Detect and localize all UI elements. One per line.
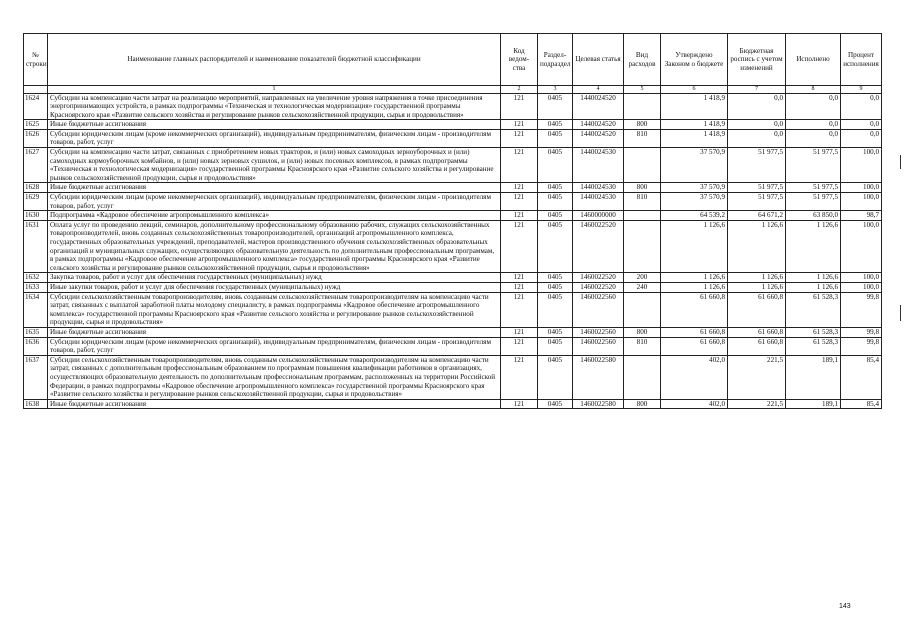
row-rospis-cell: 221,5: [728, 355, 786, 399]
row-percent-cell: 85,4: [841, 355, 882, 399]
row-done-cell: 1 126,6: [786, 220, 841, 273]
row-statya-cell: 1440024530: [573, 148, 624, 183]
row-percent-cell: 85,4: [841, 399, 882, 409]
row-done-cell: 61 528,3: [786, 292, 841, 327]
header-vid: Вид расходов: [624, 34, 661, 86]
table-row: [24, 183, 882, 193]
row-vedomstvo-cell: 121: [501, 273, 538, 283]
row-vedomstvo-cell: 121: [501, 120, 538, 130]
row-percent-cell: 100,0: [841, 148, 882, 183]
row-vid-cell: 800: [624, 327, 661, 337]
row-razdel-cell: 0405: [538, 129, 573, 147]
row-razdel-cell: 0405: [538, 327, 573, 337]
table-row: [24, 148, 882, 183]
row-done-cell: 1 126,6: [786, 273, 841, 283]
column-number: 4: [573, 86, 624, 94]
row-vid-cell: 200: [624, 273, 661, 283]
table-row: [24, 193, 882, 211]
row-approved-cell: 61 660,8: [661, 327, 728, 337]
row-vid-cell: [624, 220, 661, 273]
row-rospis-cell: 51 977,5: [728, 193, 786, 211]
row-done-cell: 51 977,5: [786, 183, 841, 193]
row-approved-cell: 61 660,8: [661, 337, 728, 355]
row-number-cell: 1626: [24, 129, 48, 147]
table-row: [24, 129, 882, 147]
row-rospis-cell: 64 671,2: [728, 211, 786, 221]
table-row: [24, 337, 882, 355]
row-name-cell: Подпрограмма «Кадровое обеспечение агропромышленного комплекса»: [48, 211, 501, 221]
row-statya-cell: 1460022560: [573, 337, 624, 355]
row-approved-cell: 1 418,9: [661, 93, 728, 120]
row-approved-cell: 64 539,2: [661, 211, 728, 221]
row-rospis-cell: 61 660,8: [728, 327, 786, 337]
column-number-row: [24, 86, 882, 94]
row-done-cell: 51 977,5: [786, 148, 841, 183]
row-number-cell: 1632: [24, 273, 48, 283]
header-done: Исполнено: [786, 34, 841, 86]
row-approved-cell: 402,0: [661, 355, 728, 399]
row-number-cell: 1625: [24, 120, 48, 130]
row-percent-cell: 100,0: [841, 193, 882, 211]
row-razdel-cell: 0405: [538, 148, 573, 183]
table-row: [24, 292, 882, 327]
column-number: 2: [501, 86, 538, 94]
row-rospis-cell: 221,5: [728, 399, 786, 409]
row-vedomstvo-cell: 121: [501, 292, 538, 327]
row-number-cell: 1638: [24, 399, 48, 409]
row-vid-cell: [624, 292, 661, 327]
row-name-cell: Иные бюджетные ассигнования: [48, 120, 501, 130]
page-number: 143: [839, 603, 851, 610]
row-vedomstvo-cell: 121: [501, 193, 538, 211]
row-vedomstvo-cell: 121: [501, 129, 538, 147]
table-row: [24, 93, 882, 120]
row-number-cell: 1634: [24, 292, 48, 327]
row-done-cell: 1 126,6: [786, 282, 841, 292]
row-statya-cell: 1460022520: [573, 220, 624, 273]
row-rospis-cell: 0,0: [728, 93, 786, 120]
table-row: [24, 273, 882, 283]
row-name-cell: Субсидии сельскохозяйственным товаропроизводителям, вновь созданным сельскохозяйственным товаропроизводителям на компенсацию части затрат, связанных с дополнительным профессиональным образованием по программам повышения квалификации работников в организациях, осуществляющих образовательную деятельность по дополнительным профессиональным программам, расположенных на территории Российской Федерации, в рамках подпрограммы «Кадровое обеспечение агропромышленного комплекса» государственной программы Красноярского края «Развитие сельского хозяйства и регулирование рынков сельскохозяйственной продукции, сырья и продовольствия»: [48, 355, 501, 399]
row-done-cell: 51 977,5: [786, 193, 841, 211]
row-percent-cell: 100,0: [841, 220, 882, 273]
row-done-cell: 0,0: [786, 93, 841, 120]
row-razdel-cell: 0405: [538, 282, 573, 292]
row-percent-cell: 99,8: [841, 292, 882, 327]
row-vedomstvo-cell: 121: [501, 220, 538, 273]
row-rospis-cell: 1 126,6: [728, 282, 786, 292]
row-statya-cell: 1440024520: [573, 129, 624, 147]
row-name-cell: Иные бюджетные ассигнования: [48, 399, 501, 409]
row-approved-cell: 1 418,9: [661, 129, 728, 147]
budget-table: [23, 33, 882, 409]
row-vid-cell: [624, 355, 661, 399]
row-approved-cell: 37 570,9: [661, 183, 728, 193]
header-vedomstvo: Код ведом-ства: [501, 34, 538, 86]
row-percent-cell: 100,0: [841, 183, 882, 193]
column-number: 7: [728, 86, 786, 94]
margin-mark: [900, 155, 901, 169]
header-statya: Целевая статья: [573, 34, 624, 86]
row-percent-cell: 0,0: [841, 120, 882, 130]
row-rospis-cell: 51 977,5: [728, 183, 786, 193]
row-done-cell: 0,0: [786, 120, 841, 130]
row-statya-cell: 1460022560: [573, 292, 624, 327]
row-name-cell: Иные бюджетные ассигнования: [48, 327, 501, 337]
row-razdel-cell: 0405: [538, 355, 573, 399]
row-razdel-cell: 0405: [538, 273, 573, 283]
row-vid-cell: [624, 211, 661, 221]
row-vid-cell: [624, 93, 661, 120]
row-vid-cell: 800: [624, 183, 661, 193]
header-name: Наименование главных распорядителей и наименование показателей бюджетной классификации: [48, 34, 501, 86]
row-rospis-cell: 0,0: [728, 120, 786, 130]
row-approved-cell: 1 126,6: [661, 282, 728, 292]
header-razdel: Раздел-подраздел: [538, 34, 573, 86]
row-number-cell: 1630: [24, 211, 48, 221]
row-number-cell: 1628: [24, 183, 48, 193]
header-row-number: № строки: [24, 34, 48, 86]
table-row: [24, 211, 882, 221]
row-statya-cell: 1440024520: [573, 93, 624, 120]
row-name-cell: Иные бюджетные ассигнования: [48, 183, 501, 193]
row-name-cell: Субсидии на компенсацию части затрат на реализацию мероприятий, направленных на увеличение уровня напряжения в точке присоединения энергопринимающих устройств, в рамках подпрограммы «Техническая и технологическая модернизация» государственной программы Красноярского края «Развитие сельского хозяйства и регулирование рынков сельскохозяйственной продукции, сырья и продовольствия»: [48, 93, 501, 120]
row-vid-cell: 800: [624, 399, 661, 409]
row-done-cell: 189,1: [786, 355, 841, 399]
row-statya-cell: 1460022580: [573, 355, 624, 399]
row-razdel-cell: 0405: [538, 211, 573, 221]
row-approved-cell: 37 570,9: [661, 148, 728, 183]
row-vid-cell: 240: [624, 282, 661, 292]
row-razdel-cell: 0405: [538, 399, 573, 409]
header-percent: Процент исполнения: [841, 34, 882, 86]
row-name-cell: Субсидии юридическим лицам (кроме некоммерческих организаций), индивидуальным предпринимателям, физическим лицам - производителям товаров, работ, услуг: [48, 193, 501, 211]
margin-mark: [900, 305, 901, 321]
table-row: [24, 399, 882, 409]
row-vedomstvo-cell: 121: [501, 327, 538, 337]
row-done-cell: 61 528,3: [786, 327, 841, 337]
row-statya-cell: 1460000000: [573, 211, 624, 221]
row-razdel-cell: 0405: [538, 193, 573, 211]
row-number-cell: 1629: [24, 193, 48, 211]
row-razdel-cell: 0405: [538, 120, 573, 130]
row-number-cell: 1635: [24, 327, 48, 337]
row-name-cell: Субсидии на компенсацию части затрат, связанных с приобретением новых тракторов, и (или) новых самоходных зерноуборочных и (или) самоходных кормоуборочных комбайнов, и (или) новых зерновых сушилок, и (или) новых посевных комплексов, в рамках подпрограммы «Техническая и технологическая модернизация» государственной программы Красноярского края «Развитие сельского хозяйства и регулирование рынков сельскохозяйственной продукции, сырья и продовольствия»: [48, 148, 501, 183]
table-row: [24, 327, 882, 337]
row-rospis-cell: 51 977,5: [728, 148, 786, 183]
row-statya-cell: 1460022560: [573, 327, 624, 337]
row-razdel-cell: 0405: [538, 292, 573, 327]
row-razdel-cell: 0405: [538, 220, 573, 273]
row-done-cell: 0,0: [786, 129, 841, 147]
row-approved-cell: 1 126,6: [661, 220, 728, 273]
row-vid-cell: 800: [624, 120, 661, 130]
row-number-cell: 1631: [24, 220, 48, 273]
row-vedomstvo-cell: 121: [501, 399, 538, 409]
column-number: [24, 86, 48, 94]
table-row: [24, 282, 882, 292]
row-name-cell: Закупка товаров, работ и услуг для обеспечения государственных (муниципальных) нужд: [48, 273, 501, 283]
table-body: [24, 93, 882, 409]
row-rospis-cell: 1 126,6: [728, 273, 786, 283]
table-row: [24, 120, 882, 130]
row-vid-cell: [624, 148, 661, 183]
row-vedomstvo-cell: 121: [501, 211, 538, 221]
row-name-cell: Субсидии юридическим лицам (кроме некоммерческих организаций), индивидуальным предпринимателям, физическим лицам - производителям товаров, работ, услуг: [48, 337, 501, 355]
row-razdel-cell: 0405: [538, 183, 573, 193]
row-number-cell: 1624: [24, 93, 48, 120]
row-number-cell: 1633: [24, 282, 48, 292]
row-vid-cell: 810: [624, 337, 661, 355]
header-rospis: Бюджетная роспись с учетом изменений: [728, 34, 786, 86]
row-done-cell: 63 850,0: [786, 211, 841, 221]
table-row: [24, 220, 882, 273]
row-rospis-cell: 61 660,8: [728, 337, 786, 355]
header-approved: Утверждено Законом о бюджете: [661, 34, 728, 86]
column-number: 5: [624, 86, 661, 94]
row-vedomstvo-cell: 121: [501, 355, 538, 399]
row-vedomstvo-cell: 121: [501, 148, 538, 183]
row-statya-cell: 1440024530: [573, 193, 624, 211]
row-name-cell: Субсидии сельскохозяйственным товаропроизводителям, вновь созданным сельскохозяйственным товаропроизводителям на компенсацию части затрат, связанных с выплатой заработной платы молодому специалисту, в рамках подпрограммы «Кадровое обеспечение агропромышленного комплекса» государственной программы Красноярского края «Развитие сельского хозяйства и регулирование рынков сельскохозяйственной продукции, сырья и продовольствия»: [48, 292, 501, 327]
row-statya-cell: 1460022520: [573, 282, 624, 292]
row-statya-cell: 1460022580: [573, 399, 624, 409]
row-vedomstvo-cell: 121: [501, 93, 538, 120]
row-percent-cell: 98,7: [841, 211, 882, 221]
row-rospis-cell: 61 660,8: [728, 292, 786, 327]
table-row: [24, 355, 882, 399]
row-razdel-cell: 0405: [538, 337, 573, 355]
row-percent-cell: 0,0: [841, 93, 882, 120]
row-name-cell: Иные закупки товаров, работ и услуг для обеспечения государственных (муниципальных) нужд: [48, 282, 501, 292]
row-vedomstvo-cell: 121: [501, 183, 538, 193]
row-percent-cell: 100,0: [841, 273, 882, 283]
row-percent-cell: 99,8: [841, 327, 882, 337]
row-number-cell: 1636: [24, 337, 48, 355]
row-percent-cell: 0,0: [841, 129, 882, 147]
header-row: [24, 34, 882, 86]
row-approved-cell: 1 418,9: [661, 120, 728, 130]
row-vedomstvo-cell: 121: [501, 337, 538, 355]
row-vid-cell: 810: [624, 129, 661, 147]
row-name-cell: Субсидии юридическим лицам (кроме некоммерческих организаций), индивидуальным предпринимателям, физическим лицам - производителям товаров, работ, услуг: [48, 129, 501, 147]
row-statya-cell: 1460022520: [573, 273, 624, 283]
row-percent-cell: 99,8: [841, 337, 882, 355]
column-number: 9: [841, 86, 882, 94]
row-rospis-cell: 1 126,6: [728, 220, 786, 273]
row-statya-cell: 1440024530: [573, 183, 624, 193]
row-number-cell: 1627: [24, 148, 48, 183]
row-approved-cell: 37 570,9: [661, 193, 728, 211]
row-vedomstvo-cell: 121: [501, 282, 538, 292]
row-percent-cell: 100,0: [841, 282, 882, 292]
column-number: 8: [786, 86, 841, 94]
row-statya-cell: 1440024520: [573, 120, 624, 130]
budget-table-sheet: [23, 33, 881, 409]
row-approved-cell: 402,0: [661, 399, 728, 409]
row-razdel-cell: 0405: [538, 93, 573, 120]
row-number-cell: 1637: [24, 355, 48, 399]
row-approved-cell: 1 126,6: [661, 273, 728, 283]
row-done-cell: 61 528,3: [786, 337, 841, 355]
row-vid-cell: 810: [624, 193, 661, 211]
column-number: 1: [48, 86, 501, 94]
column-number: 3: [538, 86, 573, 94]
row-done-cell: 189,1: [786, 399, 841, 409]
column-number: 6: [661, 86, 728, 94]
row-name-cell: Оплата услуг по проведению лекций, семинаров, дополнительному профессиональному образованию рабочих, служащих сельскохозяйственных товаропроизводителей, вновь созданных сельскохозяйственных товаропроизводителей, организаций агропромышленного комплекса, государственных образовательных учреждений, преподавателей, мастеров производственного обучения сельскохозяйственных образовательных организаций и муниципальных служащих, осуществляющих образовательную деятельность по дополнительным профессиональным программам, в рамках подпрограммы «Кадровое обеспечение агропромышленного комплекса» государственной программы Красноярского края «Развитие сельского хозяйства и регулирование рынков сельскохозяйственной продукции, сырья и продовольствия»: [48, 220, 501, 273]
row-rospis-cell: 0,0: [728, 129, 786, 147]
row-approved-cell: 61 660,8: [661, 292, 728, 327]
